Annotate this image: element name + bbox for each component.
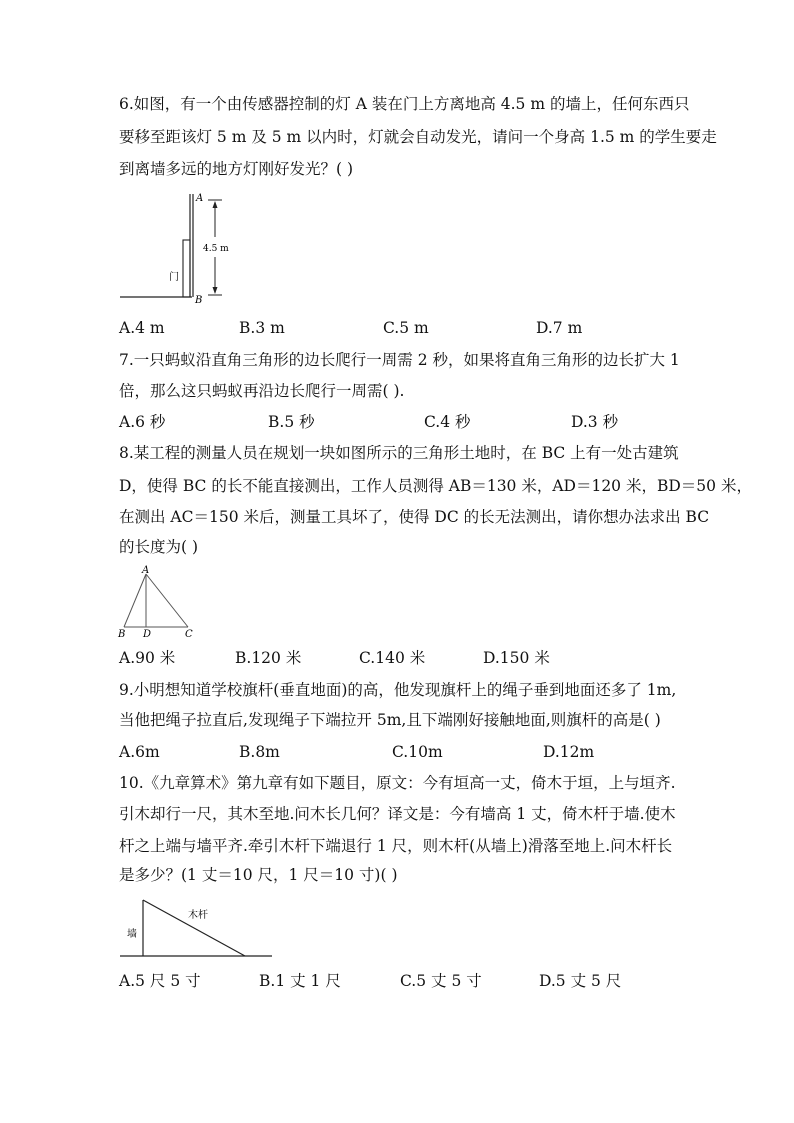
q10-option-c: C.5 丈 5 寸 bbox=[400, 972, 482, 990]
point-a-label: A bbox=[196, 193, 204, 204]
q7-option-d: D.3 秒 bbox=[571, 413, 619, 431]
q10-wall-pole-figure bbox=[118, 894, 278, 960]
point-b-label: B bbox=[118, 629, 126, 640]
q6-lamp-figure bbox=[118, 190, 248, 310]
q7-option-c: C.4 秒 bbox=[424, 413, 471, 431]
height-label: 4.5 m bbox=[203, 244, 229, 254]
side-ab bbox=[124, 574, 146, 627]
question-6-line-1: 6.如图，有一个由传感器控制的灯 A 装在门上方离地高 4.5 m 的墙上，任何东西只 bbox=[119, 95, 690, 113]
question-8-line-1: 8.某工程的测量人员在规划一块如图所示的三角形土地时，在 BC 上有一处古建筑 bbox=[119, 444, 679, 462]
point-b-label: B bbox=[195, 295, 203, 306]
arrow-up-icon bbox=[213, 201, 218, 208]
question-8-line-4: 的长度为( ) bbox=[119, 538, 199, 556]
side-ac bbox=[146, 574, 188, 627]
pole-label: 木杆 bbox=[188, 910, 208, 921]
point-d-label: D bbox=[143, 629, 152, 640]
question-10-line-2: 引木却行一尺，其木至地.问木长几何？译文是：今有墙高 1 丈，倚木杆于墙.使木 bbox=[119, 805, 676, 823]
q8-triangle-figure bbox=[116, 564, 200, 640]
q10-option-d: D.5 丈 5 尺 bbox=[539, 972, 622, 990]
point-a-label: A bbox=[142, 565, 150, 576]
q9-option-b: B.8m bbox=[239, 743, 280, 761]
q7-option-b: B.5 秒 bbox=[268, 413, 315, 431]
q8-option-a: A.90 米 bbox=[119, 649, 176, 667]
q9-option-c: C.10m bbox=[392, 743, 443, 761]
q10-option-a: A.5 尺 5 寸 bbox=[119, 972, 201, 990]
q6-option-b: B.3 m bbox=[239, 319, 285, 337]
question-10-line-3: 杆之上端与墙平齐.牵引木杆下端退行 1 尺，则木杆(从墙上)滑落至地上.问木杆长 bbox=[119, 837, 673, 855]
question-8-line-3: 在测出 AC＝150 米后，测量工具坏了，使得 DC 的长无法测出，请你想办法求出 BC bbox=[119, 508, 710, 526]
q6-option-a: A.4 m bbox=[119, 319, 165, 337]
door-shape bbox=[183, 240, 190, 297]
arrow-down-icon bbox=[213, 287, 218, 294]
q9-option-a: A.6m bbox=[119, 743, 160, 761]
pole-line bbox=[143, 900, 245, 956]
question-7-line-2: 倍，那么这只蚂蚁再沿边长爬行一周需( ). bbox=[119, 382, 405, 400]
q8-option-c: C.140 米 bbox=[359, 649, 426, 667]
wall-label: 墙 bbox=[127, 929, 137, 940]
question-9-line-1: 9.小明想知道学校旗杆(垂直地面)的高，他发现旗杆上的绳子垂到地面还多了 1m, bbox=[119, 681, 677, 699]
q6-option-c: C.5 m bbox=[383, 319, 429, 337]
q9-option-d: D.12m bbox=[543, 743, 595, 761]
question-7-line-1: 7.一只蚂蚁沿直角三角形的边长爬行一周需 2 秒，如果将直角三角形的边长扩大 1 bbox=[119, 351, 680, 369]
question-10-line-4: 是多少？(1 丈＝10 尺，1 尺＝10 寸)( ) bbox=[119, 866, 398, 884]
q8-option-d: D.150 米 bbox=[483, 649, 550, 667]
question-9-line-2: 当他把绳子拉直后,发现绳子下端拉开 5m,且下端刚好接触地面,则旗杆的高是( ) bbox=[119, 711, 661, 729]
q7-option-a: A.6 秒 bbox=[119, 413, 166, 431]
question-8-line-2: D，使得 BC 的长不能直接测出，工作人员测得 AB＝130 米，AD＝120 米，BD＝50 米， bbox=[119, 477, 752, 495]
question-6-line-2: 要移至距该灯 5 m 及 5 m 以内时，灯就会自动发光，请问一个身高 1.5 m 的学生要走 bbox=[119, 128, 717, 146]
question-10-line-1: 10.《九章算术》第九章有如下题目，原文：今有垣高一丈，倚木于垣，上与垣齐. bbox=[119, 774, 676, 792]
q8-option-b: B.120 米 bbox=[235, 649, 302, 667]
q6-option-d: D.7 m bbox=[536, 319, 583, 337]
door-label: 门 bbox=[169, 272, 179, 283]
q10-option-b: B.1 丈 1 尺 bbox=[259, 972, 341, 990]
question-6-line-3: 到离墙多远的地方灯刚好发光？( ) bbox=[119, 160, 354, 178]
point-c-label: C bbox=[185, 629, 193, 640]
